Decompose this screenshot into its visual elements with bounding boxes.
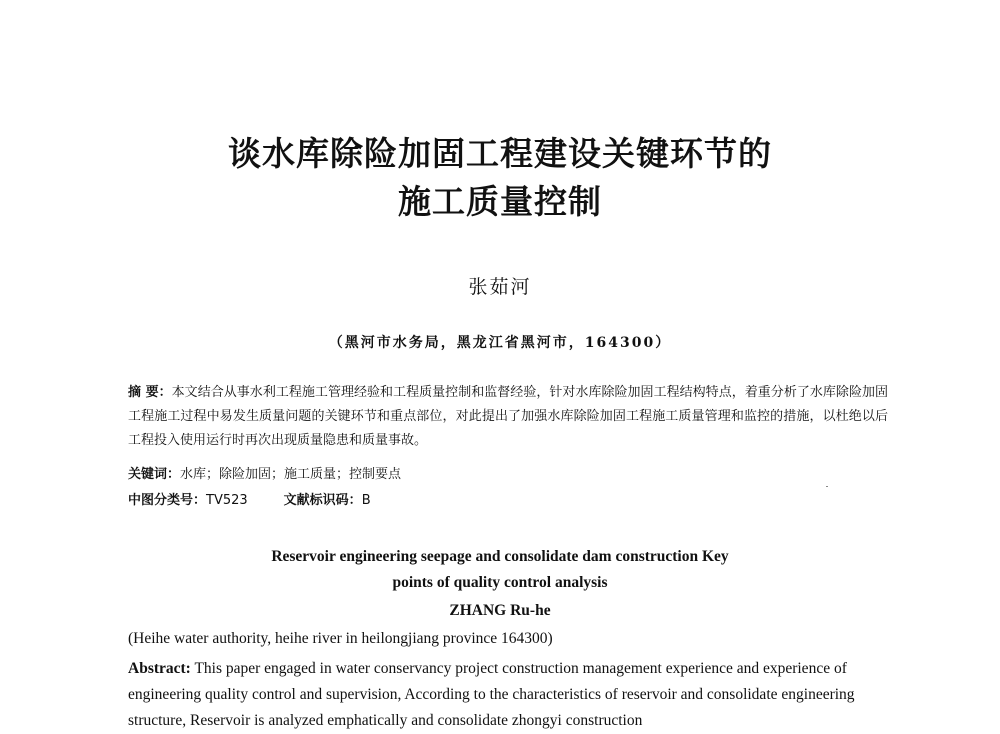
classification-cn — [128, 489, 888, 513]
keywords-label: 关键词： — [128, 467, 181, 482]
doc-code-value: B — [361, 493, 371, 508]
en-abstract-label: Abstract: — [128, 660, 191, 677]
scan-speck — [826, 486, 828, 487]
title-line-2: 施工质量控制 — [398, 182, 602, 221]
abstract-text: 本文结合从事水利工程施工管理经验和工程质量控制和监督经验，针对水库除险加固工程结构特点，着重分析了水库除险加固工程施工过程中易发生质量问题的关键环节和重点部位，对此提出了加强水库除险加固工程施工质量管理和监控的措施，以杜绝以后工程投入使用运行时再次出现质量隐患和质量事故。 — [128, 385, 888, 448]
clc-label: 中图分类号： — [128, 493, 207, 508]
clc-value: TV523 — [206, 493, 248, 508]
abstract-cn — [128, 381, 888, 453]
affiliation: （黑河市水务局，黑龙江省黑河市，164300） — [328, 335, 672, 351]
doc-code-label: 文献标识码： — [283, 493, 362, 508]
abstract-label: 摘 要： — [128, 385, 172, 400]
en-title-line-2: points of quality control analysis — [392, 574, 608, 591]
en-affiliation: (Heihe water authority, heihe river in heilongjiang province 164300) — [128, 630, 553, 647]
title-line-1: 谈水库除险加固工程建设关键环节的 — [228, 134, 772, 173]
en-author: ZHANG Ru-he — [449, 602, 551, 619]
abstract-en — [128, 656, 878, 734]
author: 张茹河 — [468, 276, 532, 298]
keywords-text: 水库；除险加固；施工质量；控制要点 — [180, 467, 402, 482]
en-abstract-text: This paper engaged in water conservancy project construction management experience and experience of engineering quality control and supervision, According to the characteristics of reservoir and consolidate engineering structure, Reservoir is analyzed emphatically and consolidate zhongyi construction — [128, 660, 855, 729]
en-title-line-1: Reservoir engineering seepage and consolidate dam construction Key — [271, 548, 729, 565]
keywords-cn — [128, 463, 888, 487]
